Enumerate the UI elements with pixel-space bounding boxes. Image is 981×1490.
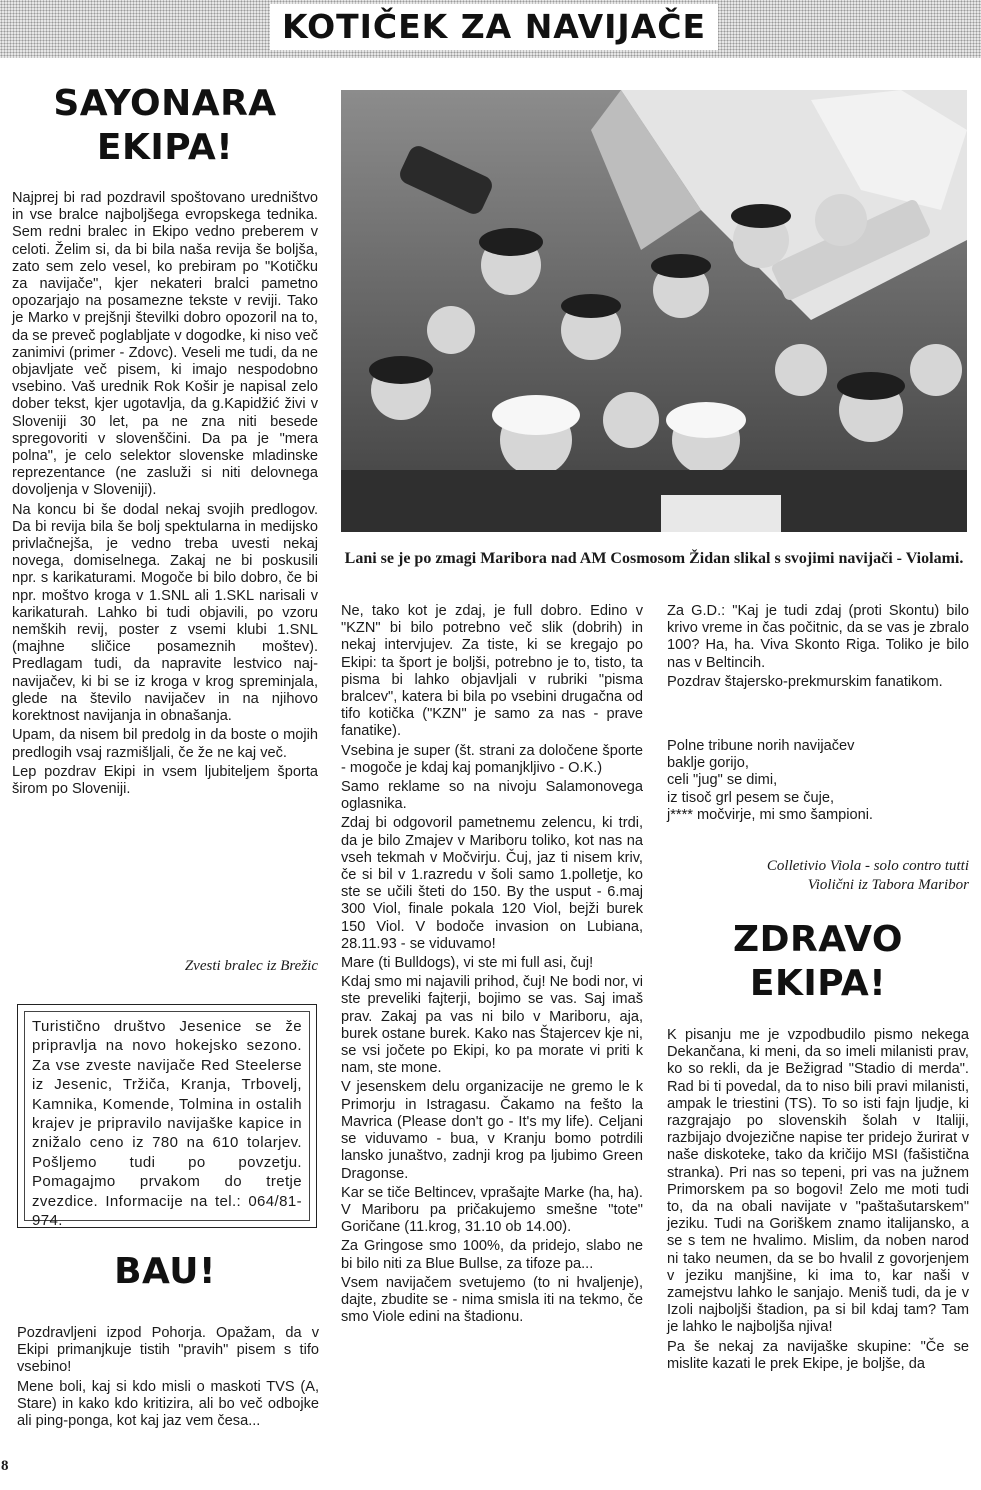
- poem-line-3: celi "jug" se dimi,: [667, 772, 778, 789]
- fans-photo: [341, 90, 967, 532]
- bau-paragraph-1: Pozdravljeni izpod Pohorja. Opažam, da v Ekipi primanjkuje tistih "pravih" pisem s tifo vsebino!: [17, 1325, 319, 1376]
- right-letter-body: [667, 603, 969, 693]
- zdravo-letter-body: [667, 1027, 969, 1375]
- middle-paragraph-9: Za Gringose smo 100%, da pridejo, slabo ne bi bilo niti za Blue Bullse, za tifoze pa...: [341, 1238, 643, 1272]
- right-paragraph-1: Za G.D.: "Kaj je tudi zdaj (proti Skontu) bilo krivo vreme in čas počitnic, da se vas je zbralo 100? Ha, ha. Viva Skonto Riga. Toliko je bilo nas v Beltincih.: [667, 603, 969, 671]
- middle-paragraph-4: Zdaj bi odgovoril pametnemu zelencu, ki trdi, da je bilo Zmajev v Mariboru toliko, kot nas na vseh tekmah v Močvirju. Čuj, jaz ti nisem kriv, če si bil v 1.razredu v šoli samo 1.polletje, ko ste se učili šteti do 150. By the usput - 6.maj 300 Viol, finale pokala 120 Viol, bejži burek 150 Viol. V bodoče invasion on Lubiana, 28.11.93 - se viduvamo!: [341, 815, 643, 952]
- photo-caption: Lani se je po zmagi Maribora nad AM Cosmosom Židan slikal s svojimi navijači - Violami.: [344, 550, 964, 567]
- poem-line-5: j**** močvirje, mi smo šampioni.: [667, 806, 873, 823]
- bau-letter-body: [17, 1325, 319, 1432]
- poem-line-1: Polne tribune norih navijačev: [667, 738, 855, 754]
- page-section-title: KOTIČEK ZA NAVIJAČE: [270, 4, 718, 50]
- middle-letter-body: [341, 603, 643, 1328]
- middle-paragraph-3: Samo reklame so na nivoju Salamonovega oglasnika.: [341, 779, 643, 813]
- middle-paragraph-6: Kdaj smo mi najavili prihod, čuj! Ne bodi nor, vi ste preveliki fajterji, bojimo se vas. Saj imaš prav. Zakaj pa vas ni bilo v Mariboru, aja, burek ostane burek. Kako nas Štajercev kje ni, se vsi jočete po Ekipi, ko pa morate vi priti k nam, ste mone.: [341, 974, 643, 1077]
- page-number: 8: [1, 1458, 9, 1474]
- viola-signature-line-1: Colletivio Viola - solo contro tutti: [766, 858, 969, 874]
- fans-photo-illustration: [341, 90, 967, 532]
- zdravo-paragraph-1: K pisanju me je vzpodbudilo pismo nekega Dekančana, ki meni, da so imeli milanisti prav, ko so rekli, da je Bežigrad "Stadio di merda". Rad bi ti povedal, da to niso bili pravi milanisti, ampak le triestini (TS). To so isti fajn ljudje, ki razgrajajo po slovenskih šolah v Italiji, razbijajo dvojezične napise ter pridejo žurirat v naše diskoteke, tako da kričijo MSI (fašistična stranka). Pri nas so tepeni, pri vas na južnem Primorskem pa so bogovi! Zelo me moti tudi to, da na obali navijate v "paštašutarskem" jeziku. Tudi na Goriškem znamo italijansko, a se s tem ne hvalimo. Mislim, da noben narod ni tako neumen, da se bo hvalil z govorjenjem v jeziku manjšine, ki ima to, kar naši v zamejstvu lahko le sanjajo. Meniš tudi, da je v Izoli najboljši štadion, pa si bil kdaj tam? Tam je lahko le najboljša njiva!: [667, 1027, 969, 1336]
- poem-line-2: baklje gorijo,: [667, 755, 749, 772]
- middle-paragraph-1: Ne, tako kot je zdaj, je full dobro. Edino v "KZN" bi bilo potrebno več slik (dobrih) in nekaj intervjujev. Za tiste, ki se kregajo po Ekipi: ta šport je boljši, potrebno je to, tisto, ta pisma bi lahko objavljali v rubriki "pisma bralcev", katera bi bila po vsebini drugačna od tifo kotička ("KZN" je samo za nas - prave fanatike).: [341, 603, 643, 740]
- sayonara-paragraph-2: Na koncu bi še dodal nekaj svojih predlogov. Da bi revija bila še bolj spektularna in medijsko privlačnejša, je vedno treba uvesti nekaj novega, domiselnega. Zakaj ne bi poskusili npr. s karikaturami. Mogoče bi bilo dobro, če bi npr. moštvo kroga v 1.SNL ali 1.SKL narisali v karikaturah. Lahko bi tudi objavili, po vzoru nemških revij, poster z vsemi klubi 1.SNL (majhne sličice posameznih moštev). Predlagam tudi, da napravite lestvico naj- navijačev, ki bi se iz kroga v krog spreminjala, glede na število navijačev in na njihovo korektnost navijanja in obnašanja.: [12, 501, 318, 725]
- sayonara-paragraph-1: Najprej bi rad pozdravil spoštovano uredništvo in vse bralce najboljšega evropskega tednika. Sem redni bralec in Ekipo vedno preberem v celoti. Želim si, da bi bila naša revija še boljša, zato sem zelo vesel, ko prebiram po "Kotičku za navijače", kjer nekateri bralci pametno opozarjajo na posamezne tekste v reviji. Tako je Marko v prejšnji številki dobro opozoril na to, da se preveč poglabljate v dogodke, ki niso več zanimivi (primer - Zdovc). Veseli me tudi, da ne objavljate več pisem, ki imajo nespodobno vsebino. Vaš urednik Rok Košir je napisal zelo dober tekst, kjer ugotavlja, da g.Kapidžić živi v Sloveniji 30 let, pa ne zna niti besede spregovoriti v slovenščini. Da pa je "mera polna", je celo selektor slovenske mladinske reprezentance (ne zasluži si niti delovnega dovoljenja v Sloveniji).: [12, 190, 318, 499]
- sayonara-paragraph-4: Lep pozdrav Ekipi in vsem ljubiteljem športa širom po Sloveniji.: [12, 763, 318, 797]
- notice-box: [17, 1004, 317, 1228]
- fan-poem: [667, 738, 969, 824]
- middle-paragraph-8: Kar se tiče Beltincev, vprašajte Marke (ha, ha). V Mariboru pa pričakujemo smešne "tote" Goričane (11.krog, 31.10 ob 14.00).: [341, 1184, 643, 1236]
- header-banner: [0, 0, 981, 58]
- poem-line-4: iz tisoč grl pesem se čuje,: [667, 789, 835, 806]
- middle-paragraph-2: Vsebina je super (št. strani za določene športe - mogoče je kdaj kaj pomanjkljivo - O.K.): [341, 742, 643, 776]
- zdravo-paragraph-2: Pa še nekaj za navijaške skupine: "Če se mislite kazati le prek Ekipe, je boljše, da: [667, 1338, 969, 1372]
- middle-paragraph-5: Mare (ti Bulldogs), vi ste mi full asi, čuj!: [341, 955, 594, 972]
- bau-paragraph-2: Mene boli, kaj si kdo misli o maskoti TVS (A, Stare) in kako kdo kritizira, ali bo več odbojke ali ping-ponga, kot kaj jaz vem česa...: [17, 1378, 319, 1430]
- sayonara-signature: Zvesti bralec iz Brežic: [184, 958, 318, 974]
- middle-paragraph-7: V jesenskem delu organizacije ne gremo le k Primorju in Istragasu. Čakamo na fešto la Mavrica (Please don't go - It's my life). Celjani se viduvamo - bua, v Kranju bomo potrdili lansko junaštvo, zadnji krog pa ljubimo Green Dragonse.: [341, 1079, 643, 1182]
- sayonara-paragraph-3: Upam, da nisem bil predolg in da boste o mojih predlogih vsaj razmišljali, če že ne kaj več.: [12, 727, 318, 761]
- viola-signature-line-2: Violični iz Tabora Maribor: [807, 877, 969, 893]
- right-paragraph-2: Pozdrav štajersko-prekmurskim fanatikom.: [667, 673, 943, 690]
- sayonara-heading: SAYONARA EKIPA!: [53, 83, 277, 168]
- bau-heading: BAU!: [114, 1251, 216, 1292]
- sayonara-letter-body: [12, 190, 318, 800]
- zdravo-heading: ZDRAVO EKIPA!: [733, 919, 903, 1004]
- notice-box-text: Turistično društvo Jesenice se že pripravlja na novo hokejsko sezono. Za vse zveste navijače Red Steelerse iz Jesenic, Tržiča, Kranja, Trbovelj, Kamnika, Komende, Tolmina in ostalih krajev je pripravilo navijaške kapice in znižalo ceno iz 780 na 610 tolarjev. Pošljemo tudi po povzetju. Pomagajmo prvakom do tretje zvezdice. Informacije na tel.: 064/81-974.: [24, 1011, 310, 1221]
- middle-paragraph-10: Vsem navijačem svetujemo (to ni hvaljenje), dajte, zbudite se - nima smisla iti na tekmo, če smo Viole edini na štadionu.: [341, 1274, 643, 1326]
